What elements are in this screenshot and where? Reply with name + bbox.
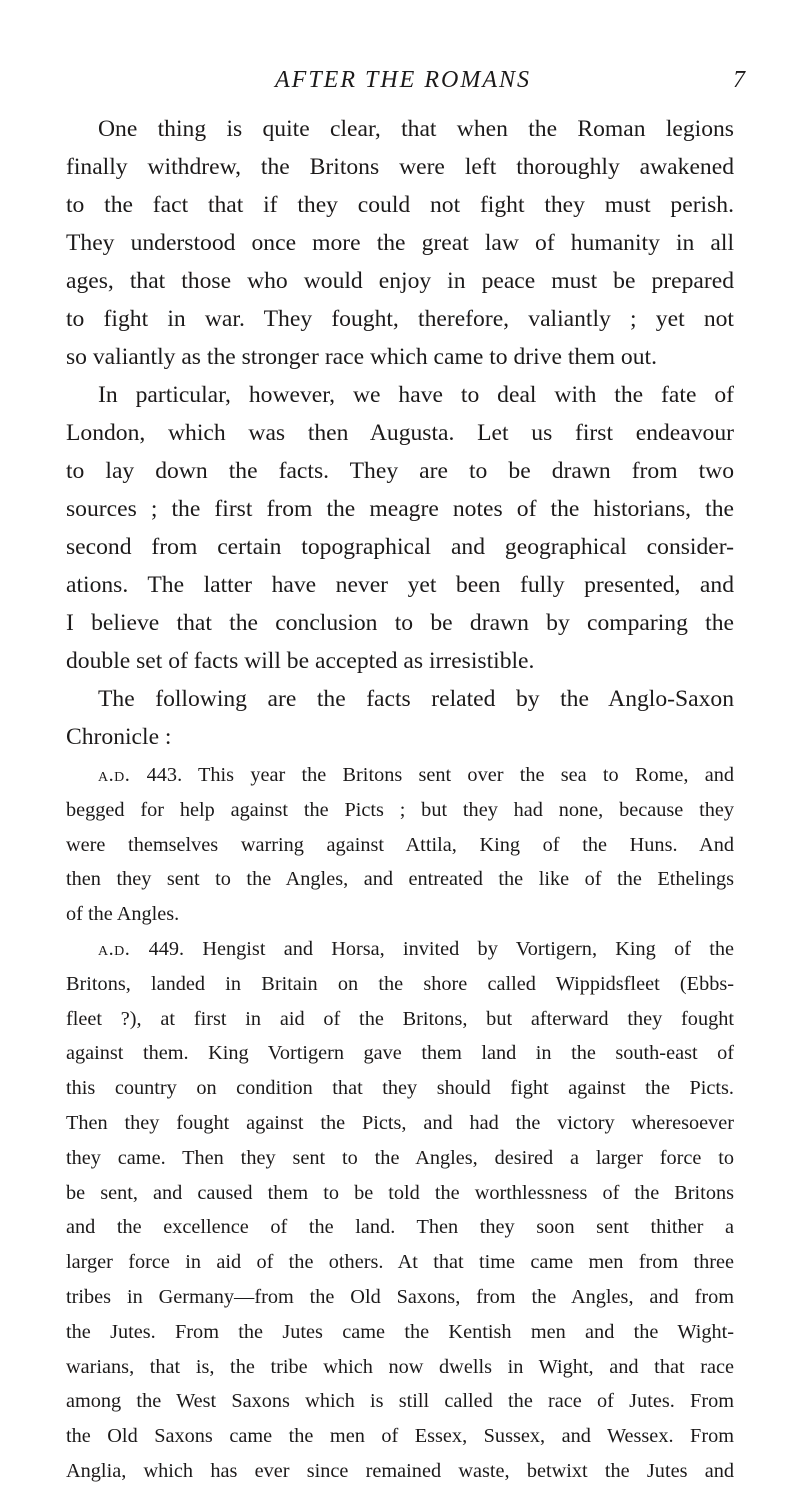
chronicle-entry-line: [66, 932, 734, 967]
chronicle-entry-line: the Old Saxons came the men of Essex, Sussex, and Wessex. From: [66, 1425, 734, 1448]
text-line: They understood once more the great law of humanity in all: [66, 230, 734, 256]
chronicle-entry-line: Anglia, which has ever since remained waste, betwixt the Jutes and: [66, 1459, 734, 1482]
chronicle-entry-line: larger force in aid of the others. At that time came men from three: [66, 1251, 734, 1274]
chronicle-entry-line: of the Angles.: [66, 903, 180, 926]
text-line: second from certain topographical and geographical consider-: [66, 534, 734, 560]
chronicle-entry-line: among the West Saxons which is still called the race of Jutes. From: [66, 1390, 734, 1413]
chronicle-entry-line: tribes in Germany—from the Old Saxons, from the Angles, and from: [66, 1285, 734, 1308]
text-line: One thing is quite clear, that when the Roman legions: [98, 116, 734, 142]
chronicle-entry-line: begged for help against the Picts ; but they had none, because they: [66, 798, 734, 821]
text-line: Chronicle :: [66, 724, 172, 750]
chronicle-entry-line: be sent, and caused them to be told the worthlessness of the Britons: [66, 1181, 734, 1204]
chronicle-entry-line: then they sent to the Angles, and entreated the like of the Ethelings: [66, 868, 734, 891]
text-line: double set of facts will be accepted as irresistible.: [66, 648, 535, 674]
text-line: In particular, however, we have to deal with the fate of: [98, 382, 734, 408]
running-head: AFTER THE ROMANS: [275, 67, 531, 93]
text-line: so valiantly as the stronger race which came to drive them out.: [66, 344, 657, 370]
text-line: to the fact that if they could not fight they must perish.: [66, 192, 734, 218]
era-label: a.d.: [98, 764, 131, 786]
chronicle-entry-line: Then they fought against the Picts, and had the victory wheresoever: [66, 1111, 734, 1134]
chronicle-entry-line: this country on condition that they should fight against the Picts.: [66, 1077, 734, 1100]
era-label: a.d.: [98, 937, 131, 960]
text-line: to fight in war. They fought, therefore, valiantly ; yet not: [66, 306, 734, 332]
chronicle-entry-line: fleet ?), at first in aid of the Britons, but afterward they fought: [66, 1007, 734, 1030]
chronicle-entry-line: were themselves warring against Attila, King of the Huns. And: [66, 833, 734, 856]
entry-text: 449. Hengist and Horsa, invited by Vortigern, King of the: [148, 937, 734, 960]
body-text: [66, 110, 734, 1489]
text-line: to lay down the facts. They are to be drawn from two: [66, 458, 734, 484]
chronicle-entry-line: [66, 758, 734, 793]
chronicle-entry-line: and the excellence of the land. Then they soon sent thither a: [66, 1216, 734, 1239]
chronicle-entry-line: they came. Then they sent to the Angles, desired a larger force to: [66, 1146, 734, 1169]
text-line: I believe that the conclusion to be drawn by comparing the: [66, 610, 734, 636]
text-line: ations. The latter have never yet been fully presented, and: [66, 572, 734, 598]
text-line: ages, that those who would enjoy in peace must be prepared: [66, 268, 734, 294]
text-line: London, which was then Augusta. Let us first endeavour: [66, 420, 734, 446]
page-number: 7: [733, 67, 745, 93]
page-header: [0, 62, 800, 98]
chronicle-entry-line: against them. King Vortigern gave them land in the south-east of: [66, 1042, 734, 1065]
chronicle-entry-line: warians, that is, the tribe which now dwells in Wight, and that race: [66, 1355, 734, 1378]
text-line: finally withdrew, the Britons were left thoroughly awakened: [66, 154, 734, 180]
chronicle-entry-line: the Jutes. From the Jutes came the Kentish men and the Wight-: [66, 1320, 734, 1343]
text-line: sources ; the first from the meagre notes of the historians, the: [66, 496, 734, 522]
entry-text: 443. This year the Britons sent over the sea to Rome, and: [146, 764, 734, 786]
chronicle-entry-line: Britons, landed in Britain on the shore called Wippidsfleet (Ebbs-: [66, 972, 734, 995]
text-line: The following are the facts related by the Anglo-Saxon: [98, 686, 734, 712]
